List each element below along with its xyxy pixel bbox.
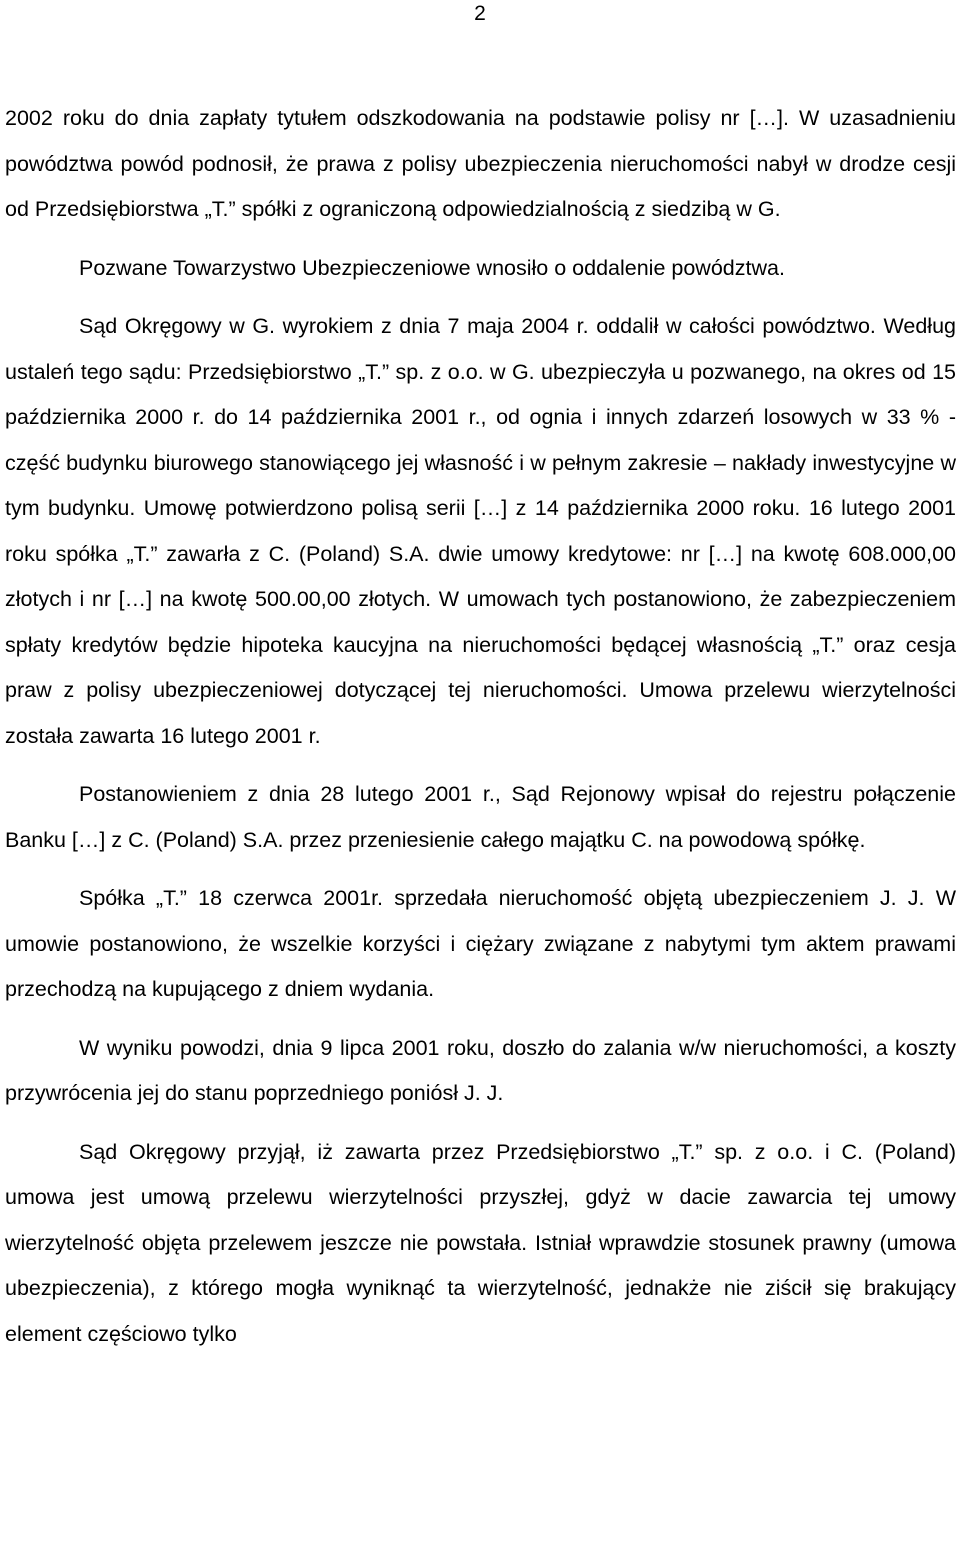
paragraph-property-sale: Spółka „T.” 18 czerwca 2001r. sprzedała nieruchomość objętą ubezpieczeniem J. J. W umowie postanowiono, że wszelkie korzyści i ciężary związane z nabytymi tym aktem prawami przechodzą na kupującego z dniem wydania.: [5, 886, 956, 1001]
document-body: [5, 96, 956, 1357]
page-number: 2: [474, 2, 486, 25]
paragraph-continuation: 2002 roku do dnia zapłaty tytułem odszkodowania na podstawie polisy nr […]. W uzasadnieniu powództwa powód podnosił, że prawa z polisy ubezpieczenia nieruchomości nabył w drodze cesji od Przedsiębiorstwa „T.” spółki z ograniczoną odpowiedzialnością z siedzibą w G.: [5, 106, 956, 221]
paragraph-court-registration: Postanowieniem z dnia 28 lutego 2001 r., Sąd Rejonowy wpisał do rejestru połączenie Banku […] z C. (Poland) S.A. przez przeniesienie całego majątku C. na powodową spółkę.: [5, 782, 956, 852]
paragraph-defendant-motion: Pozwane Towarzystwo Ubezpieczeniowe wnosiło o oddalenie powództwa.: [79, 255, 785, 280]
paragraph-court-assessment: Sąd Okręgowy przyjął, iż zawarta przez Przedsiębiorstwo „T.” sp. z o.o. i C. (Poland) umowa jest umową przelewu wierzytelności przyszłej, gdyż w dacie zawarcia tej umowy wierzytelność objęta przelewem jeszcze nie powstała. Istniał wprawdzie stosunek prawny (umowa ubezpieczenia), z którego mogła wyniknąć ta wierzytelność, jednakże nie ziścił się brakujący element częściowo tylko: [5, 1139, 956, 1346]
paragraph-district-court-findings: Sąd Okręgowy w G. wyrokiem z dnia 7 maja 2004 r. oddalił w całości powództwo. Według ustaleń tego sądu: Przedsiębiorstwo „T.” sp. z o.o. w G. ubezpieczyła u pozwanego, na okres od 15 października 2000 r. do 14 października 2001 r., od ognia i innych zdarzeń losowych w 33 % - część budynku biurowego stanowiącego jej własność i w pełnym zakresie – nakłady inwestycyjne w tym budynku. Umowę potwierdzono polisą serii […] z 14 października 2000 roku. 16 lutego 2001 roku spółka „T.” zawarła z C. (Poland) S.A. dwie umowy kredytowe: nr […] na kwotę 608.000,00 złotych i nr […] na kwotę 500.00,00 złotych. W umowach tych postanowiono, że zabezpieczeniem spłaty kredytów będzie hipoteka kaucyjna na nieruchomości będącej własnością „T.” oraz cesja praw z polisy ubezpieczeniowej dotyczącej tej nieruchomości. Umowa przelewu wierzytelności została zawarta 16 lutego 2001 r.: [5, 314, 956, 748]
paragraph-flood: W wyniku powodzi, dnia 9 lipca 2001 roku, doszło do zalania w/w nieruchomości, a koszty przywrócenia jej do stanu poprzedniego poniósł J. J.: [5, 1035, 956, 1105]
